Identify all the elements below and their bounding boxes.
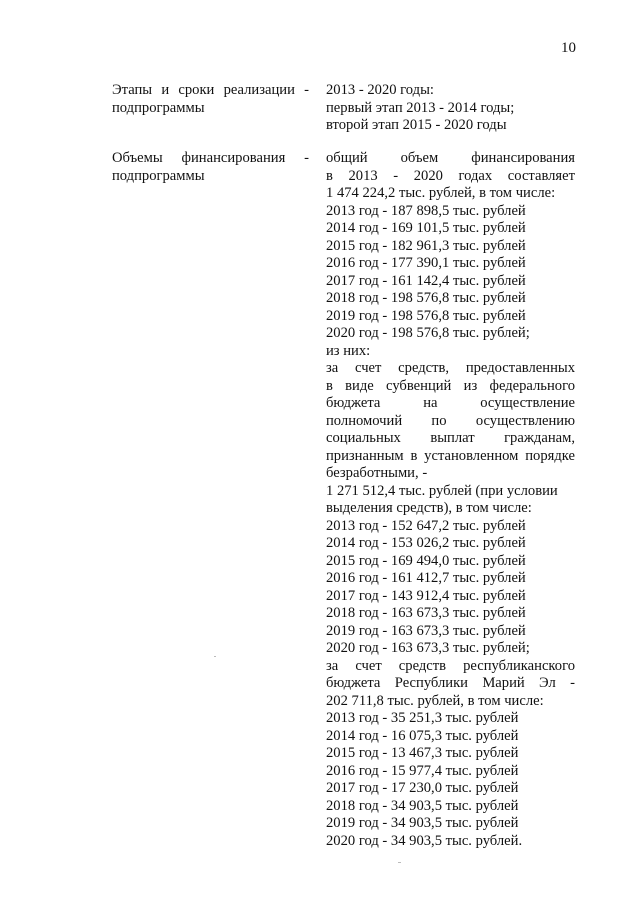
stages-period: 2013 - 2020 годы: bbox=[326, 82, 434, 98]
republic-year-line: 2020 год - 34 903,5 тыс. рублей. bbox=[326, 832, 523, 849]
funding-total-years bbox=[326, 203, 575, 343]
scan-speck bbox=[398, 862, 401, 863]
funding-year-line: 2015 год - 182 961,3 тыс. рублей bbox=[326, 237, 526, 254]
republic-year-line: 2017 год - 17 230,0 тыс. рублей bbox=[326, 780, 519, 796]
federal-description-line: за счет средств, предоставленных bbox=[326, 360, 575, 376]
funding-year-line: 2018 год - 198 576,8 тыс. рублей bbox=[326, 290, 526, 306]
republic-year-line: 2015 год - 13 467,3 тыс. рублей bbox=[326, 745, 519, 761]
funding-of-which: из них: bbox=[326, 342, 371, 359]
federal-year-line: 2015 год - 169 494,0 тыс. рублей bbox=[326, 552, 526, 569]
stages-second-stage: второй этап 2015 - 2020 годы bbox=[326, 117, 507, 133]
stages-label bbox=[112, 82, 309, 117]
federal-year-line: 2020 год - 163 673,3 тыс. рублей; bbox=[326, 640, 530, 656]
funding-label-line1: Объемы финансирования - bbox=[112, 150, 309, 166]
funding-value bbox=[326, 150, 575, 850]
republic-description bbox=[326, 658, 575, 693]
federal-dash: - bbox=[422, 465, 428, 481]
federal-description bbox=[326, 360, 575, 465]
federal-year-line: 2016 год - 161 412,7 тыс. рублей bbox=[326, 570, 526, 586]
republic-year-line: 2013 год - 35 251,3 тыс. рублей bbox=[326, 710, 519, 726]
federal-unemployed: безработными, bbox=[326, 465, 419, 481]
funding-year-line: 2017 год - 161 142,4 тыс. рублей bbox=[326, 272, 526, 289]
federal-description-line: признанным в установленном порядке bbox=[326, 447, 575, 464]
funding-year-line: 2020 год - 198 576,8 тыс. рублей; bbox=[326, 325, 530, 341]
republic-year-line: 2018 год - 34 903,5 тыс. рублей bbox=[326, 797, 519, 814]
federal-year-line: 2017 год - 143 912,4 тыс. рублей bbox=[326, 587, 526, 604]
federal-year-line: 2013 год - 152 647,2 тыс. рублей bbox=[326, 517, 526, 534]
federal-amount-line2: выделения средств), в том числе: bbox=[326, 500, 532, 516]
federal-year-line: 2018 год - 163 673,3 тыс. рублей bbox=[326, 605, 526, 621]
stages-label-line2: подпрограммы bbox=[112, 99, 205, 116]
republic-year-line: 2014 год - 16 075,3 тыс. рублей bbox=[326, 727, 519, 744]
republic-year-line: 2019 год - 34 903,5 тыс. рублей bbox=[326, 815, 519, 831]
federal-description-line: социальных выплат гражданам, bbox=[326, 430, 575, 446]
funding-total: 1 474 224,2 тыс. рублей, в том числе: bbox=[326, 185, 556, 201]
republic-year-line: 2016 год - 15 977,4 тыс. рублей bbox=[326, 762, 519, 779]
funding-intro-line2: в 2013 - 2020 годах составляет bbox=[326, 167, 575, 184]
federal-description-line: полномочий по осуществлению bbox=[326, 412, 575, 429]
stages-value bbox=[326, 82, 575, 135]
federal-year-line: 2019 год - 163 673,3 тыс. рублей bbox=[326, 622, 526, 639]
page-number: 10 bbox=[561, 40, 576, 56]
republic-amount: 202 711,8 тыс. рублей, в том числе: bbox=[326, 692, 544, 709]
funding-year-line: 2013 год - 187 898,5 тыс. рублей bbox=[326, 202, 526, 219]
stages-first-stage: первый этап 2013 - 2014 годы; bbox=[326, 99, 515, 116]
republic-description-line: бюджета Республики Марий Эл - bbox=[326, 675, 575, 691]
funding-intro-line1: общий объем финансирования bbox=[326, 150, 575, 166]
federal-description-line: в виде субвенций из федерального bbox=[326, 377, 575, 394]
republic-description-line: за счет средств республиканского bbox=[326, 657, 575, 674]
federal-year-line: 2014 год - 153 026,2 тыс. рублей bbox=[326, 535, 526, 551]
federal-unemployed-line bbox=[326, 465, 575, 483]
funding-year-line: 2019 год - 198 576,8 тыс. рублей bbox=[326, 307, 526, 324]
stages-label-line1: Этапы и сроки реализации - bbox=[112, 82, 309, 98]
republic-years bbox=[326, 710, 575, 850]
funding-year-line: 2016 год - 177 390,1 тыс. рублей bbox=[326, 255, 526, 271]
federal-amount-line1: 1 271 512,4 тыс. рублей (при условии bbox=[326, 482, 558, 499]
federal-years bbox=[326, 518, 575, 658]
funding-year-line: 2014 год - 169 101,5 тыс. рублей bbox=[326, 220, 526, 236]
funding-label-line2: подпрограммы bbox=[112, 167, 205, 184]
funding-label bbox=[112, 150, 309, 185]
federal-description-line: бюджета на осуществление bbox=[326, 395, 575, 411]
scan-speck bbox=[214, 656, 216, 657]
